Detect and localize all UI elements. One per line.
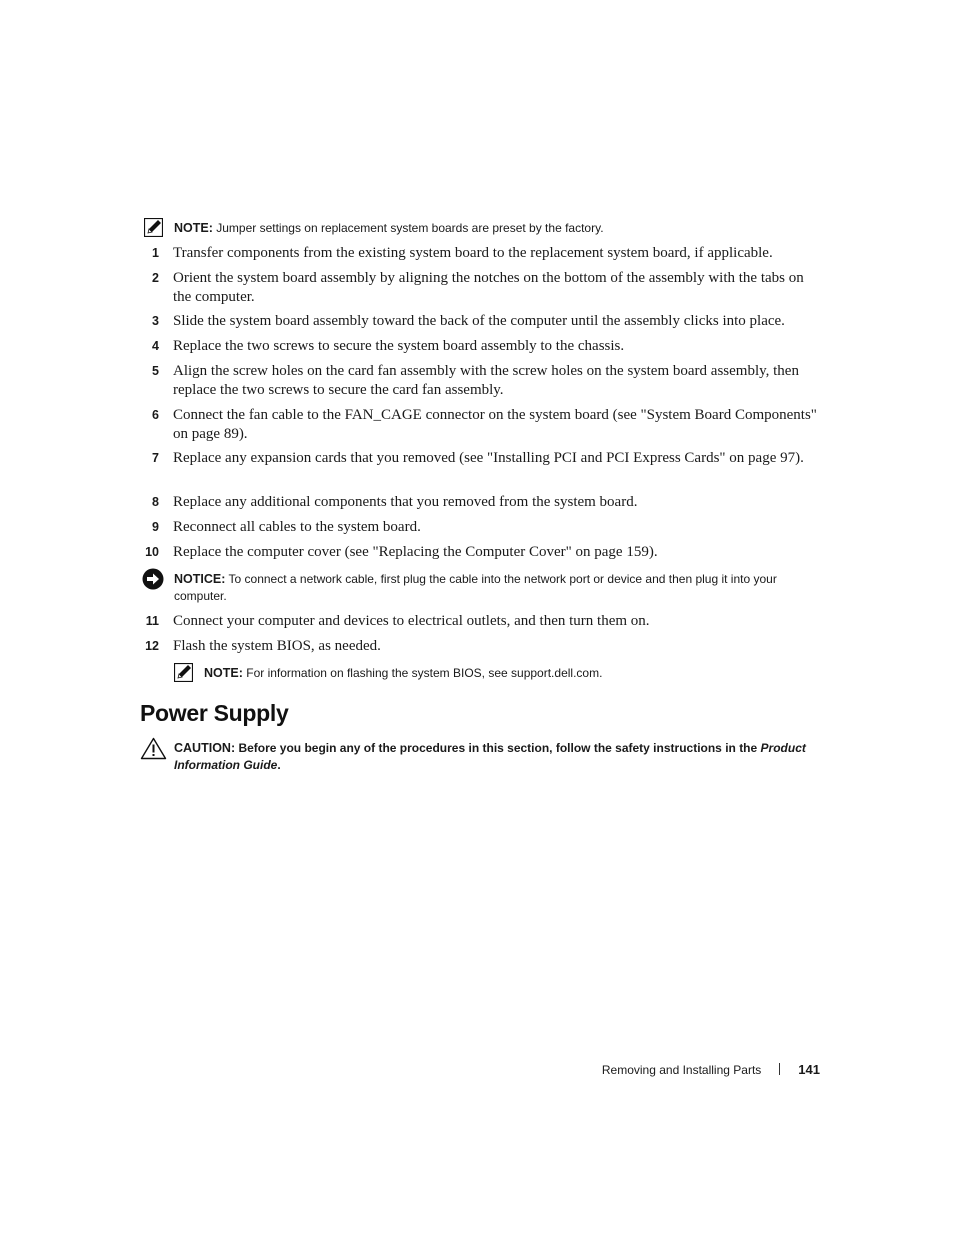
caution-doc-title: Product Information Guide [174,741,806,772]
note-text: Jumper settings on replacement system boards are preset by the factory. [216,221,604,235]
caution-safety-instructions [174,740,824,774]
step-text: Connect the fan cable to the FAN_CAGE connector on the system board (see "System Board Components" on page 89). [173,407,817,442]
page-number: 141 [798,1062,820,1077]
step-text: Replace any additional components that you removed from the system board. [173,494,638,510]
note-end: . [599,666,603,680]
footer-divider [779,1063,780,1075]
note-label: NOTE: [174,221,213,235]
step-number: 2 [152,271,159,285]
step-number: 9 [152,520,159,534]
caution-label: CAUTION: [174,741,236,755]
step-number: 11 [145,614,159,628]
caution-triangle-icon [140,737,167,760]
footer-section-title: Removing and Installing Parts [601,1063,762,1077]
note-pencil-icon [144,218,163,237]
step-number: 6 [152,408,159,422]
step-text: Transfer components from the existing system board to the replacement system board, if applicable. [173,245,773,261]
notice-arrow-icon [142,568,164,590]
page-footer [560,1062,820,1078]
note-pencil-icon [174,663,193,682]
notice-text: To connect a network cable, first plug the cable into the network port or device and then plug it into your computer. [174,572,777,603]
step-text: Align the screw holes on the card fan assembly with the screw holes on the system board assembly, then replace the two screws to secure the card fan assembly. [173,363,799,398]
note-label: NOTE: [204,666,243,680]
step-text: Connect your computer and devices to electrical outlets, and then turn them on. [173,613,650,629]
step-number: 12 [145,639,159,653]
section-heading: Power Supply [140,700,289,726]
step-text: Replace the computer cover (see "Replacing the Computer Cover" on page 159). [173,544,658,560]
step-text: Reconnect all cables to the system board. [173,519,421,535]
step-number: 10 [145,545,159,559]
step-text: Replace any expansion cards that you removed (see "Installing PCI and PCI Express Cards" on page 97). [173,450,804,466]
step-text: Replace the two screws to secure the system board assembly to the chassis. [173,338,625,354]
step-number: 3 [152,314,159,328]
step-number: 7 [152,451,159,465]
notice-network-cable [174,571,824,605]
step-number: 8 [152,495,159,509]
step-number: 4 [152,339,159,353]
caution-text: Before you begin any of the procedures in this section, follow the safety instructions in the [238,741,758,755]
step-text: Slide the system board assembly toward the back of the computer until the assembly clicks into place. [173,313,785,329]
note-text: For information on flashing the system BIOS, see [246,666,508,680]
support-link[interactable]: support.dell.com [511,666,600,680]
step-number: 5 [152,364,159,378]
note-flash-bios [204,665,824,682]
note-jumper-settings [174,220,824,237]
step-text: Orient the system board assembly by aligning the notches on the bottom of the assembly with the tabs on the computer. [173,270,804,305]
notice-label: NOTICE: [174,572,226,586]
step-number: 1 [152,246,159,260]
caution-end: . [277,758,281,772]
step-text: Flash the system BIOS, as needed. [173,638,381,654]
